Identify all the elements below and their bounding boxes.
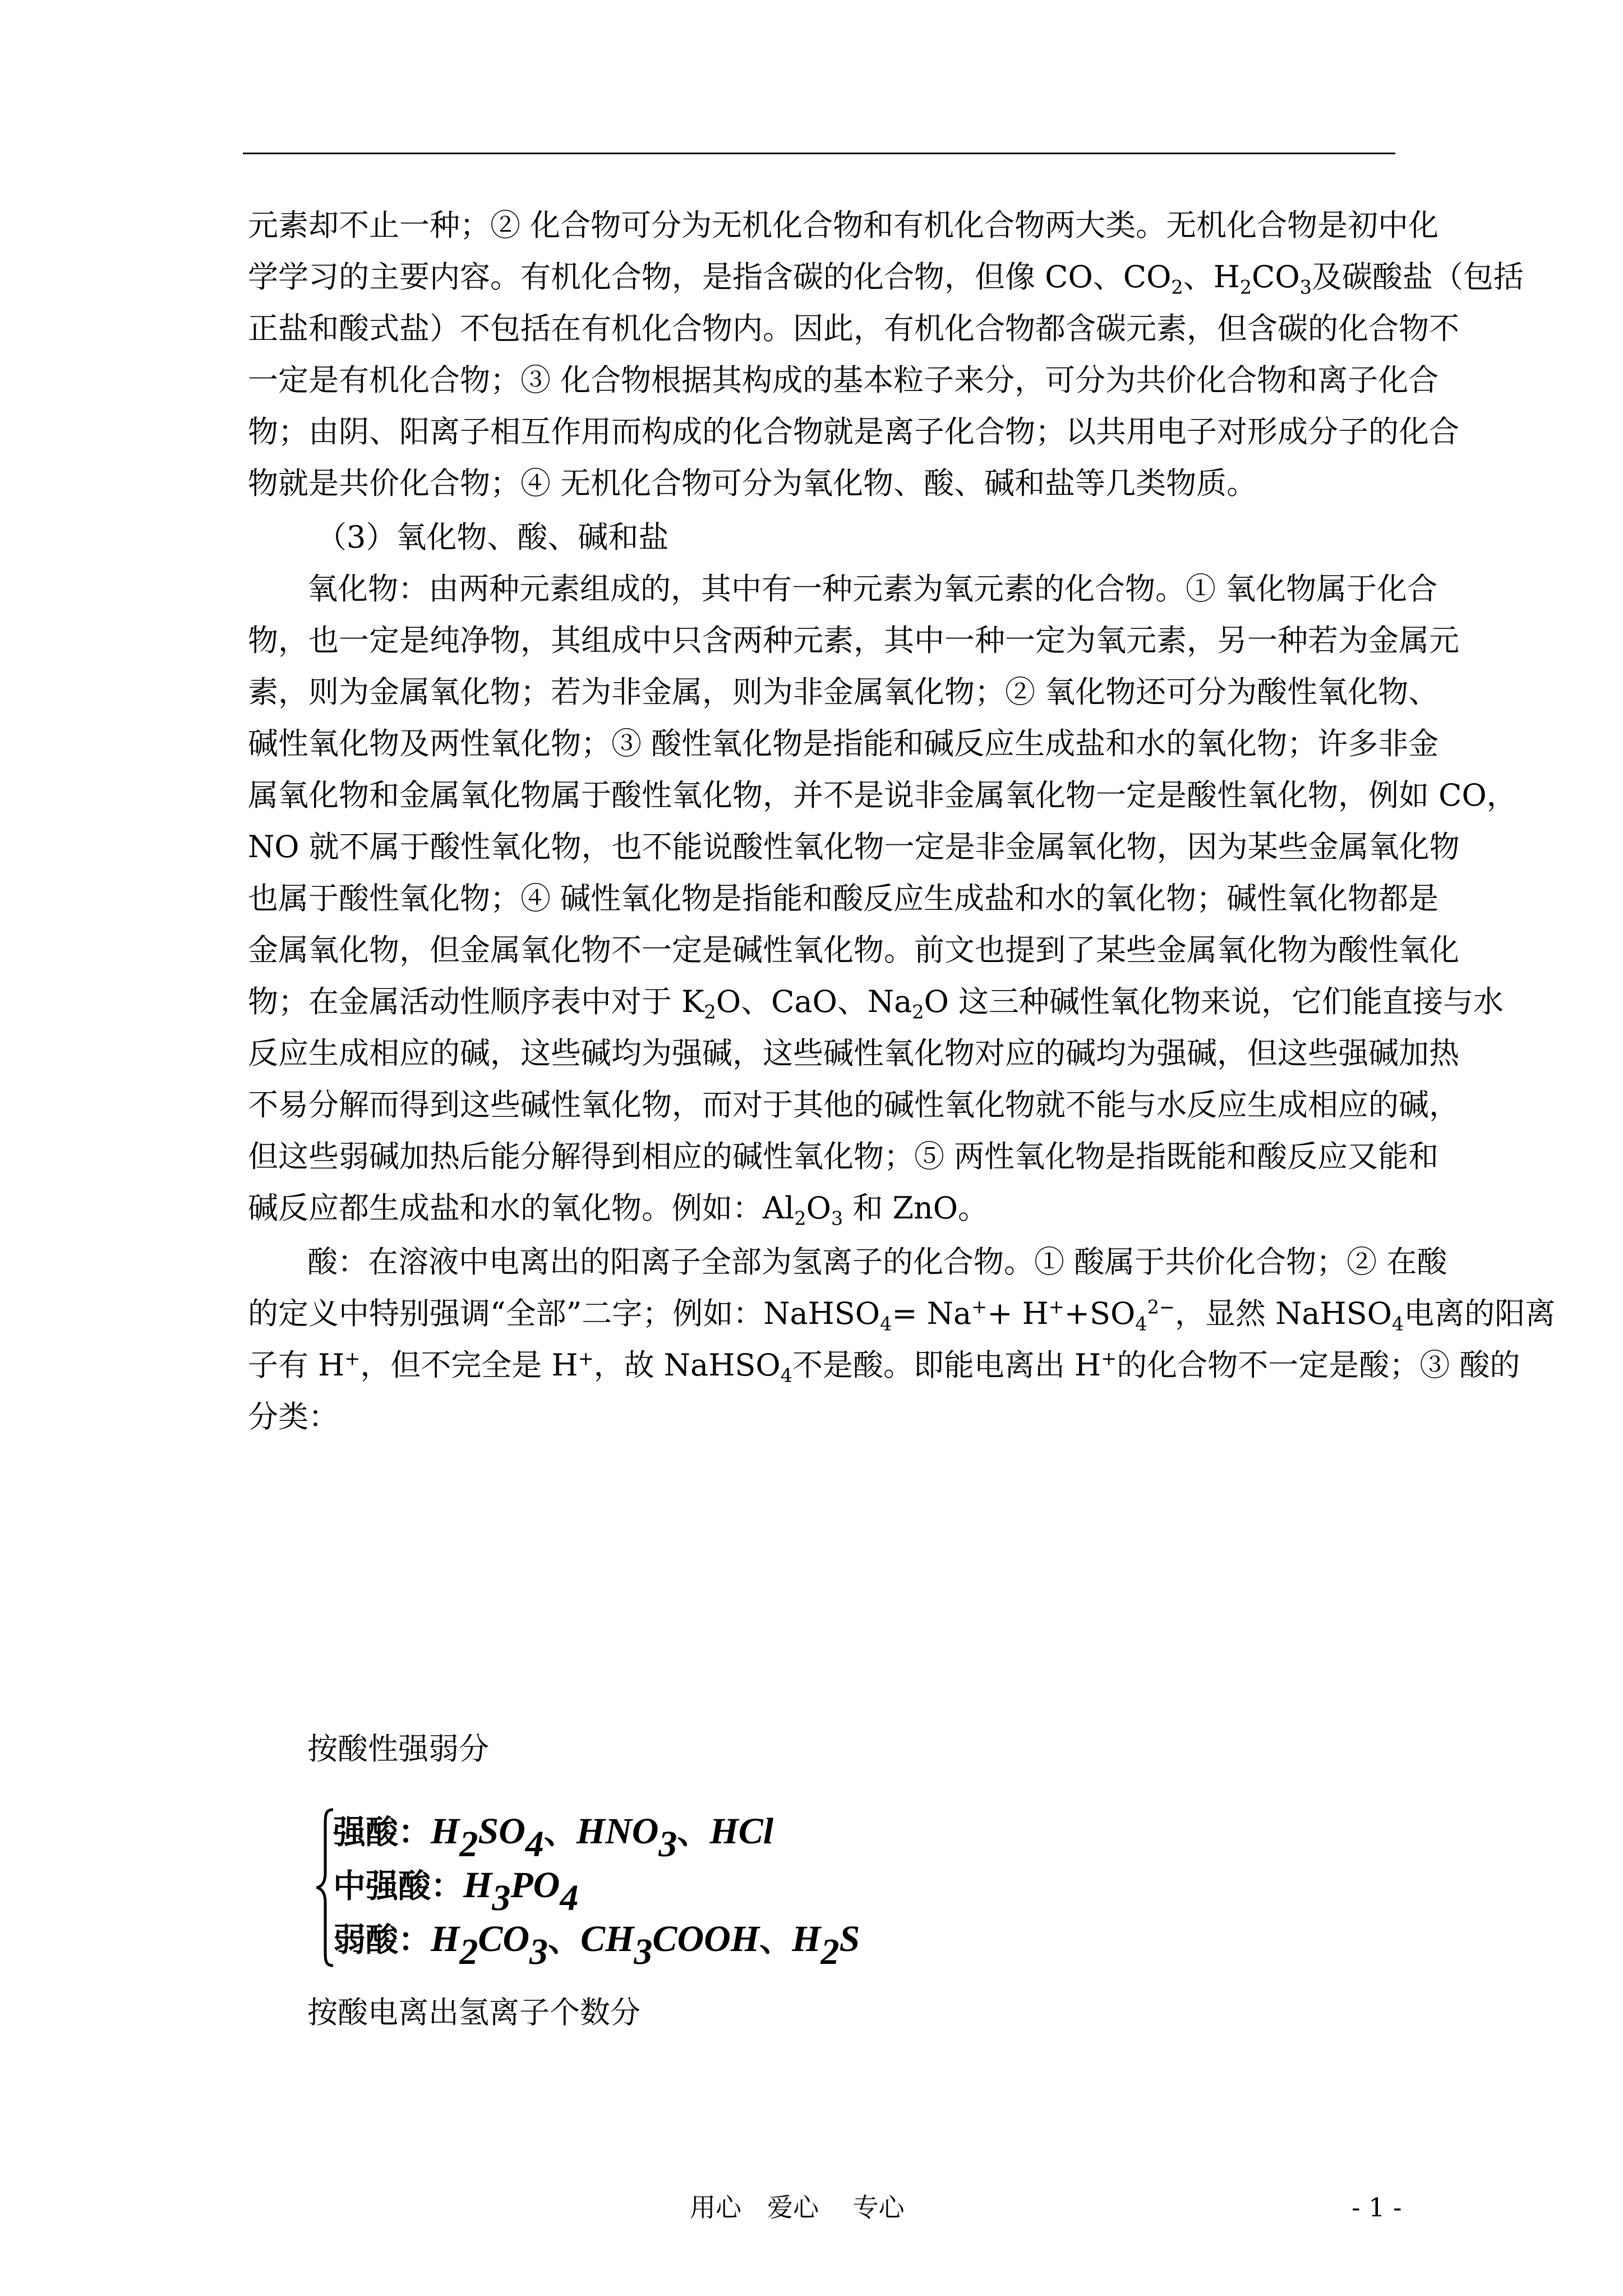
text-line: 金属氧化物，但金属氧化物不一定是碱性氧化物。前文也提到了某些金属氧化物为酸性氧化: [248, 932, 1459, 968]
weak-acids-row: 弱酸：$H_2CO_3$、$CH_3COOH$、$H_2S$: [333, 1918, 860, 1973]
text-line: 正盐和酸式盐）不包括在有机化合物内。因此，有机化合物都含碳元素，但含碳的化合物不: [248, 311, 1459, 346]
text-line: 也属于酸性氧化物；④ 碱性氧化物是指能和酸反应生成盐和水的氧化物；碱性氧化物都是: [248, 881, 1439, 916]
text-line: 学学习的主要内容。有机化合物，是指含碳的化合物，但像 CO、$CO_2$、$H_2CO_3$及碳酸盐（包括: [248, 259, 1524, 298]
text-line: 物；由阴、阳离子相互作用而构成的化合物就是离子化合物；以共用电子对形成分子的化合: [248, 414, 1459, 449]
text-line: 的定义中特别强调“全部”二字；例如：NaHSO$_4$= $Na^++ H^++SO_4^{2-}$，显然 NaHSO$_4$电离的阳离: [248, 1296, 1556, 1335]
text-line: 素，则为金属氧化物；若为非金属，则为非金属氧化物；② 氧化物还可分为酸性氧化物、: [248, 674, 1439, 710]
medium-acids-row: 中强酸：$H_3PO_4$: [333, 1865, 579, 1919]
text-line: 碱反应都生成盐和水的氧化物。例如：$Al_2O_3$ 和 ZnO。: [248, 1190, 989, 1230]
strong-acids-row: 强酸：$H_2SO_4$、$HNO_3$、HCl: [333, 1811, 774, 1865]
acid-strength-classification: [316, 1806, 877, 1973]
header-rule: [243, 153, 1395, 154]
text-line: 酸：在溶液中电离出的阳离子全部为氢离子的化合物。① 酸属于共价化合物；② 在酸: [307, 1244, 1447, 1280]
text-line: 物；在金属活动性顺序表中对于 $K_2O$、CaO、$Na_2O$ 这三种碱性氧化物来说，它们能直接与水: [248, 984, 1504, 1023]
footer-motto: 用心 爱心 专心: [690, 2192, 905, 2223]
text-line: 碱性氧化物及两性氧化物；③ 酸性氧化物是指能和碱反应生成盐和水的氧化物；许多非金: [248, 726, 1439, 761]
text-line: 分类：: [248, 1399, 339, 1434]
text-line: 物，也一定是纯净物，其组成中只含两种元素，其中一种一定为氧元素，另一种若为金属元: [248, 623, 1459, 658]
text-line: 不易分解而得到这些碱性氧化物，而对于其他的碱性氧化物就不能与水反应生成相应的碱，: [248, 1087, 1459, 1122]
text-line: 氧化物：由两种元素组成的，其中有一种元素为氧元素的化合物。① 氧化物属于化合: [307, 571, 1438, 606]
classification-heading: 按酸性强弱分: [307, 1731, 489, 1766]
text-line: 元素却不止一种；② 化合物可分为无机化合物和有机化合物两大类。无机化合物是初中化: [248, 208, 1439, 243]
text-line: 物就是共价化合物；④ 无机化合物可分为氧化物、酸、碱和盐等几类物质。: [248, 466, 1257, 501]
text-line: 但这些弱碱加热后能分解得到相应的碱性氧化物；⑤ 两性氧化物是指既能和酸反应又能和: [248, 1139, 1439, 1174]
page-number: - 1 -: [1352, 2192, 1402, 2223]
text-line: NO 就不属于酸性氧化物，也不能说酸性氧化物一定是非金属氧化物，因为某些金属氧化物: [248, 829, 1460, 864]
section-heading: （3）氧化物、酸、碱和盐: [316, 519, 669, 555]
text-line: 一定是有机化合物；③ 化合物根据其构成的基本粒子来分，可分为共价化合物和离子化合: [248, 362, 1439, 398]
text-line: 子有 H+，但不完全是 H+，故 NaHSO$_4$不是酸。即能电离出 H+的化合物不一定是酸；③ 酸的: [248, 1347, 1520, 1387]
text-line: 反应生成相应的碱，这些碱均为强碱，这些碱性氧化物对应的碱均为强碱，但这些强碱加热: [248, 1036, 1459, 1071]
text-line: 属氧化物和金属氧化物属于酸性氧化物，并不是说非金属氧化物一定是酸性氧化物，例如 CO，: [248, 777, 1517, 813]
classification-heading: 按酸电离出氢离子个数分: [307, 1995, 640, 2030]
